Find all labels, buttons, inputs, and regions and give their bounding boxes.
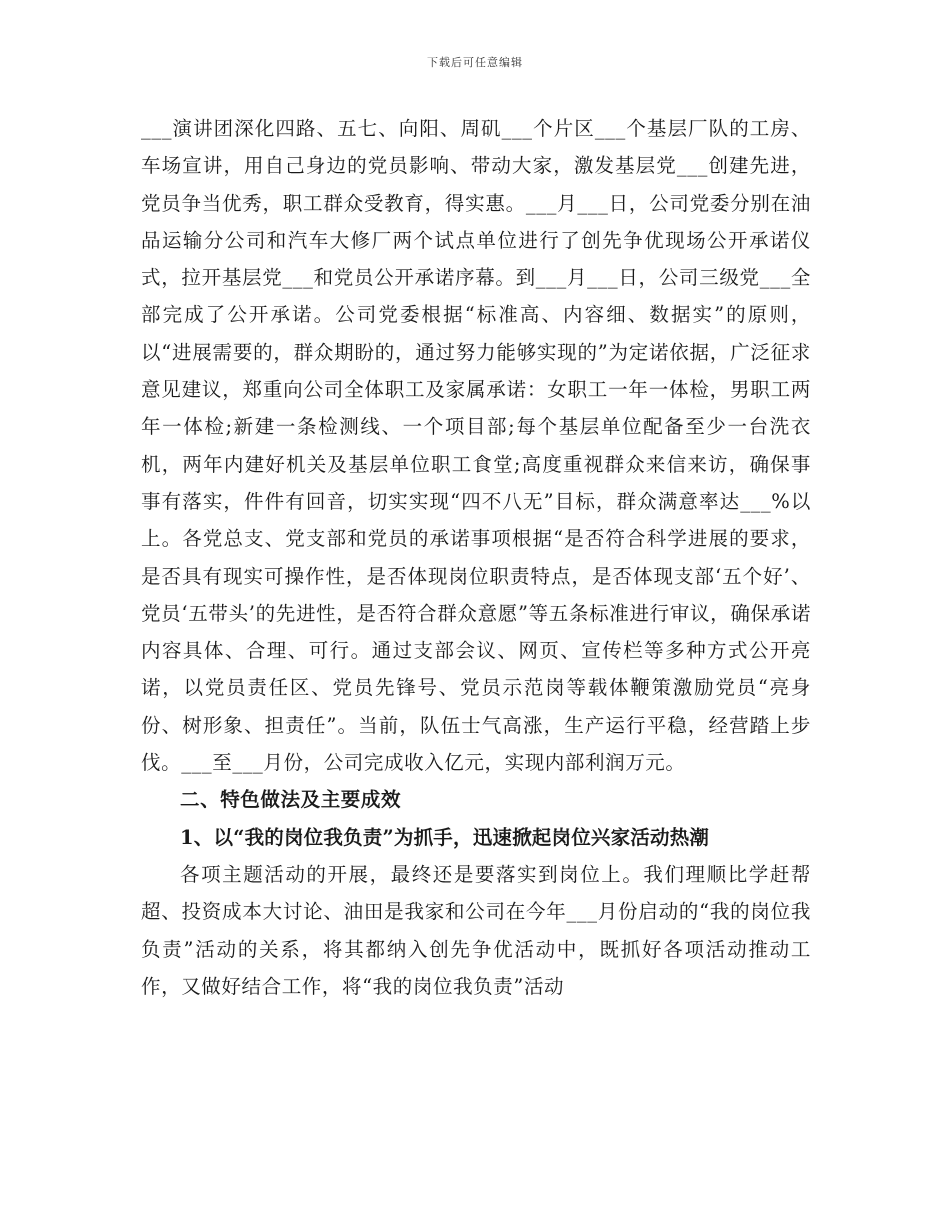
subsection-heading: 1、以“我的岗位我负责”为抓手，迅速掀起岗位兴家活动热潮 (180, 825, 710, 849)
section-heading: 二、特色做法及主要成效 (180, 788, 402, 812)
paragraph-commitment: ___演讲团深化四路、五七、向阳、周矶___个片区___个基层厂队的工房、车场宣讲，用自己身边的党员影响、带动大家，激发基层党___创建先进，党员争当优秀，职工群众受教育，得实惠。___月___日，公司党委分别在油品运输分公司和汽车大修厂两个试点单位进行了创先争优现场公开承诺仪式，拉开基层党___和党员公开承诺序幕。到___月___日，公司三级党___全部完成了公开承诺。公司党委根据“标准高、内容细、数据实”的原则，以“进展需要的，群众期盼的，通过努力能够实现的”为定诺依据，广泛征求意见建议，郑重向公司全体职工及家属承诺：女职工一年一体检，男职工两年一体检;新建一条检测线、一个项目部;每个基层单位配备至少一台洗衣机，两年内建好机关及基层单位职工食堂;高度重视群众来信来访，确保事事有落实，件件有回音，切实实现“四不八无”目标，群众满意率达___%以上。各党总支、党支部和党员的承诺事项根据“是否符合科学进展的要求，是否具有现实可操作性，是否体现岗位职责特点，是否体现支部‘五个好’、党员‘五带头’的先进性，是否符合群众意愿”等五条标准进行审议，确保承诺内容具体、合理、可行。通过支部会议、网页、宣传栏等多种方式公开亮诺，以党员责任区、党员先锋号、党员示范岗等载体鞭策激励党员“亮身份、树形象、担责任”。当前，队伍士气高涨，生产运行平稳，经营踏上步伐。___至___月份，公司完成收入亿元，实现内部利润万元。 (141, 117, 811, 775)
document-body (141, 110, 811, 1005)
paragraph-activities: 各项主题活动的开展，最终还是要落实到岗位上。我们理顺比学赶帮超、投资成本大讨论、油田是我家和公司在今年___月份启动的“我的岗位我负责”活动的关系，将其都纳入创先争优活动中，既抓好各项活动推动工作，又做好结合工作，将“我的岗位我负责”活动 (141, 862, 811, 998)
page-header: 下载后可任意编辑 (427, 56, 523, 69)
